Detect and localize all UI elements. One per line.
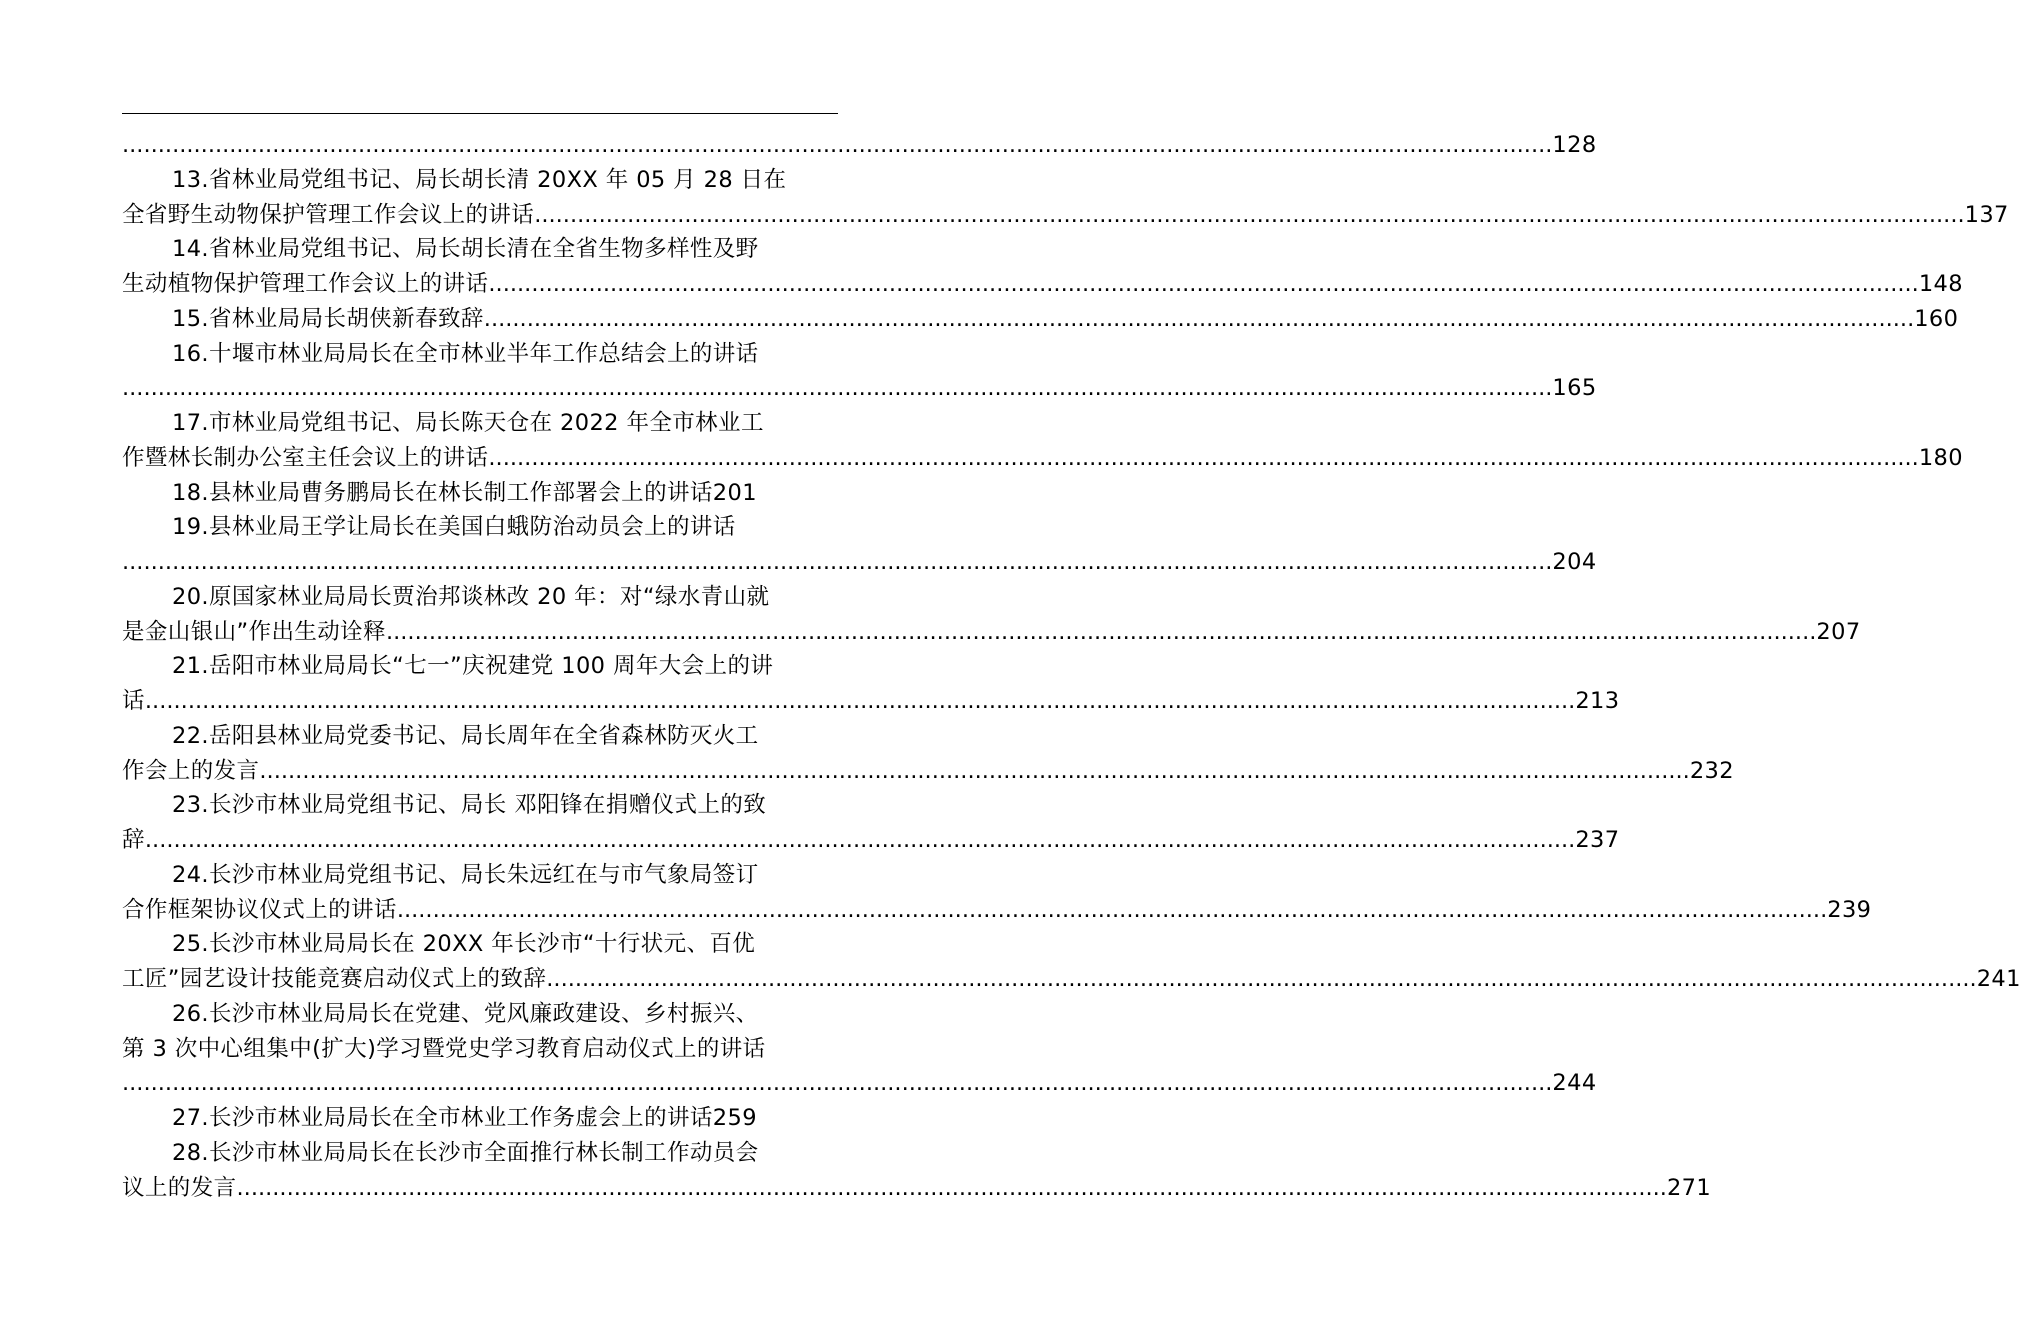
toc-line [122,823,1620,857]
dot-leader: ........................................................................................................................................................................................................ [259,757,1690,784]
dot-leader: ........................................................................................................................................................................................................ [534,201,1965,228]
toc-line [122,232,838,266]
toc-entry-text: 是金山银山”作出生动诠释 [122,618,386,645]
toc-entry-text: 辞 [122,827,145,853]
toc-line [122,649,838,683]
toc-line [122,406,838,440]
toc-entry-text: 15.省林业局局长胡侠新春致辞 [172,305,484,332]
toc-line [122,163,838,197]
toc-entry-text: 14.省林业局党组书记、局长胡长清在全省生物多样性及野 [172,236,759,263]
toc-line [122,267,1963,301]
page-number: 244 [1552,1070,1597,1097]
toc-entry-text: 生动植物保护管理工作会议上的讲话 [122,271,489,297]
toc-entry-text: 合作框架协议仪式上的讲话 [122,896,397,923]
dot-leader: ........................................................................................................................................................................................................ [122,1070,1553,1097]
toc-entry-text: 23.长沙市林业局党组书记、局长 邓阳锋在捐赠仪式上的致 [172,792,767,819]
toc-line [122,927,838,961]
page-number: 241 [1976,966,2021,992]
toc-line [122,1066,1597,1100]
dot-leader: ........................................................................................................................................................................................................ [122,375,1553,402]
toc-line [122,476,838,510]
toc-line [122,198,2009,232]
toc-line [122,788,838,822]
toc-line [122,580,838,614]
dot-leader: ........................................................................................................................................................................................................ [385,618,1817,645]
page-number: 207 [1816,618,1861,645]
page-number: 213 [1575,688,1620,714]
toc-line [122,754,1734,788]
toc-entry-text: 工匠”园艺设计技能竞赛启动仪式上的致辞 [122,966,547,992]
page-number: 148 [1918,271,1963,297]
toc-line [122,337,838,371]
page-number: 239 [1827,896,1872,923]
page-number: 165 [1552,375,1597,402]
toc-line [122,371,1597,405]
toc-line [122,858,838,892]
toc-entry-text: 17.市林业局党组书记、局长陈天仓在 2022 年全市林业工 [172,410,764,436]
dot-leader: ........................................................................................................................................................................................................ [122,549,1553,575]
toc-line [122,1032,838,1066]
toc-line [122,1101,838,1135]
toc-entry-text: 作会上的发言 [122,757,260,784]
toc-line [122,510,838,544]
toc-entry-text: 26.长沙市林业局局长在党建、党风廉政建设、乡村振兴、 [172,1000,759,1027]
dot-leader: ........................................................................................................................................................................................................ [122,132,1553,158]
toc-line [122,719,838,753]
page-number: 137 [1964,201,2009,228]
toc-line [122,1136,838,1170]
toc-entry-text: 22.岳阳县林业局党委书记、局长周年在全省森林防灭火工 [172,722,759,749]
toc-line [122,545,1597,579]
dot-leader: ........................................................................................................................................................................................................ [144,827,1576,853]
toc-line [122,615,1861,649]
page-number: 271 [1666,1174,1712,1201]
toc-entry-text: 19.县林业局王学让局长在美国白蛾防治动员会上的讲话 [172,514,736,541]
dot-leader: ........................................................................................................................................................................................................ [488,271,1919,297]
toc-line [122,128,1597,162]
page-number: 204 [1552,549,1597,575]
header-rule [122,113,838,114]
toc-entry-text: 议上的发言 [122,1174,237,1201]
dot-leader: ........................................................................................................................................................................................................ [236,1174,1667,1201]
toc-entry-text: 作暨林长制办公室主任会议上的讲话 [122,444,489,471]
toc-entry-text: 28.长沙市林业局局长在长沙市全面推行林长制工作动员会 [172,1139,759,1166]
dot-leader: ........................................................................................................................................................................................................ [483,305,1915,332]
toc-line [122,893,1872,927]
page-number: 232 [1689,757,1734,784]
toc-line [122,684,1620,718]
toc-line [122,962,2021,996]
toc-line [122,997,838,1031]
dot-leader: ........................................................................................................................................................................................................ [144,688,1576,714]
dot-leader: ........................................................................................................................................................................................................ [488,444,1919,471]
toc-entry-text: 16.十堰市林业局局长在全市林业半年工作总结会上的讲话 [172,340,759,367]
toc-line [122,302,1959,336]
toc-entry-text: 13.省林业局党组书记、局长胡长清 20XX 年 05 月 28 日在 [172,166,787,193]
toc-entry-text: 第 3 次中心组集中(扩大)学习暨党史学习教育启动仪式上的讲话 [122,1035,766,1062]
page-number: 160 [1914,305,1959,332]
toc-entry-text: 全省野生动物保护管理工作会议上的讲话 [122,201,535,228]
page-number: 180 [1918,444,1963,471]
toc-entry-text: 27.长沙市林业局局长在全市林业工作务虚会上的讲话259 [172,1105,757,1131]
toc-entry-text: 24.长沙市林业局党组书记、局长朱远红在与市气象局签订 [172,861,759,888]
toc-line [122,1171,1712,1205]
toc-entry-text: 20.原国家林业局局长贾治邦谈林改 20 年：对“绿水青山就 [172,583,770,610]
toc-entry-text: 18.县林业局曹务鹏局长在林长制工作部署会上的讲话201 [172,479,757,506]
toc-entry-text: 21.岳阳市林业局局长“七一”庆祝建党 100 周年大会上的讲 [172,653,774,680]
toc-entry-text: 话 [122,688,145,714]
dot-leader: ........................................................................................................................................................................................................ [546,966,1977,992]
page-number: 237 [1575,827,1620,853]
toc-entry-text: 25.长沙市林业局局长在 20XX 年长沙市“十行状元、百优 [172,931,756,958]
page-number: 128 [1552,132,1597,158]
toc-line [122,441,1963,475]
dot-leader: ........................................................................................................................................................................................................ [396,896,1828,923]
